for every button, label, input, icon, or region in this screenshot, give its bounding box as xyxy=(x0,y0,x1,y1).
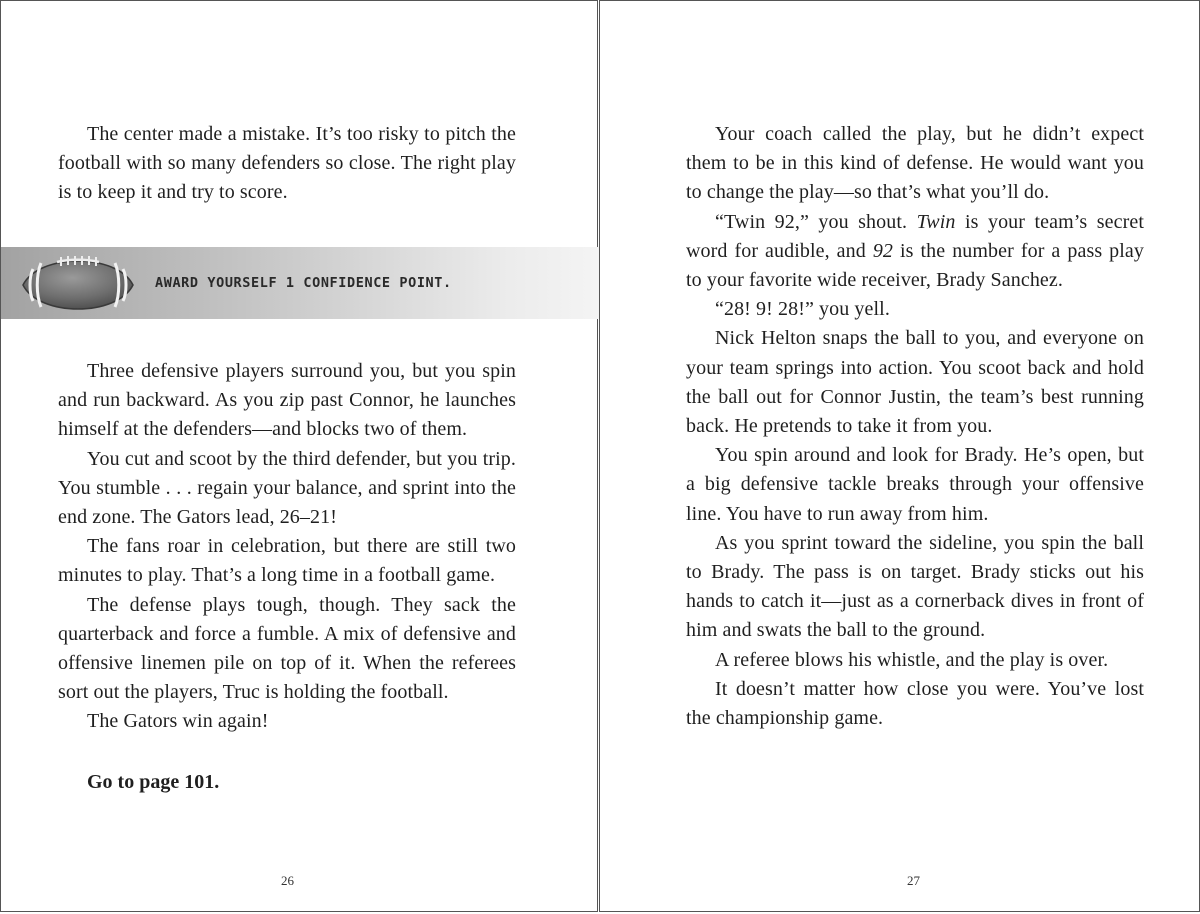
left-page xyxy=(0,0,598,912)
confidence-banner-text: AWARD YOURSELF 1 CONFIDENCE POINT. xyxy=(155,275,452,291)
right-main-text xyxy=(686,120,1144,733)
right-page xyxy=(599,0,1200,912)
left-intro-text xyxy=(58,120,516,208)
text-run: is the number for a pass play to your favorite wide receiver, Brady Sanchez. xyxy=(686,239,1144,292)
paragraph: The defense plays tough, though. They sack the quarterback and force a fumble. A mix of defensive and offensive linemen pile on top of it. When the referees sort out the players, Truc is holding the football. xyxy=(58,593,516,704)
paragraph: As you sprint toward the sideline, you spin the ball to Brady. The pass is on target. Brady sticks out his hands to catch it—just as a cornerback dives in front of him and swats the ball to the ground. xyxy=(686,531,1144,642)
paragraph: Three defensive players surround you, but you spin and run backward. As you zip past Connor, he launches himself at the defenders—and blocks two of them. xyxy=(58,360,516,441)
left-main-text xyxy=(58,357,516,737)
dialogue: “Twin 92,” you shout. xyxy=(715,210,908,233)
page-number: 26 xyxy=(281,873,294,888)
paragraph: A referee blows his whistle, and the play is over. xyxy=(715,648,1109,671)
paragraph xyxy=(686,208,1144,296)
go-to-page-link[interactable]: Go to page 101. xyxy=(87,771,220,793)
paragraph: Nick Helton snaps the ball to you, and everyone on your team springs into action. You scoot back and hold the ball out for Connor Justin, the team’s best running back. He pretends to take it from you. xyxy=(686,327,1144,438)
football-icon xyxy=(19,249,137,319)
paragraph: You cut and scoot by the third defender, but you trip. You stumble . . . regain your balance, and sprint into the end zone. The Gators lead, 26–21! xyxy=(58,447,516,529)
paragraph: You spin around and look for Brady. He’s open, but a big defensive tackle breaks through your offensive line. You have to run away from him. xyxy=(686,444,1144,525)
italic-term: 92 xyxy=(872,239,894,262)
paragraph: The fans roar in celebration, but there are still two minutes to play. That’s a long time in a football game. xyxy=(58,535,516,587)
paragraph: The center made a mistake. It’s too risky to pitch the football with so many defenders so close. The right play is to keep it and try to score. xyxy=(58,123,516,204)
page-number: 27 xyxy=(907,873,920,888)
paragraph: It doesn’t matter how close you were. You’ve lost the championship game. xyxy=(686,677,1144,730)
paragraph: The Gators win again! xyxy=(87,710,269,733)
paragraph: Your coach called the play, but he didn’t expect them to be in this kind of defense. He would want you to change the play—so that’s what you’ll do. xyxy=(686,123,1144,204)
text-run: is your team’s secret word for audible, and xyxy=(686,210,1144,262)
paragraph: “28! 9! 28!” you yell. xyxy=(715,298,890,321)
italic-term: Twin xyxy=(916,210,956,233)
